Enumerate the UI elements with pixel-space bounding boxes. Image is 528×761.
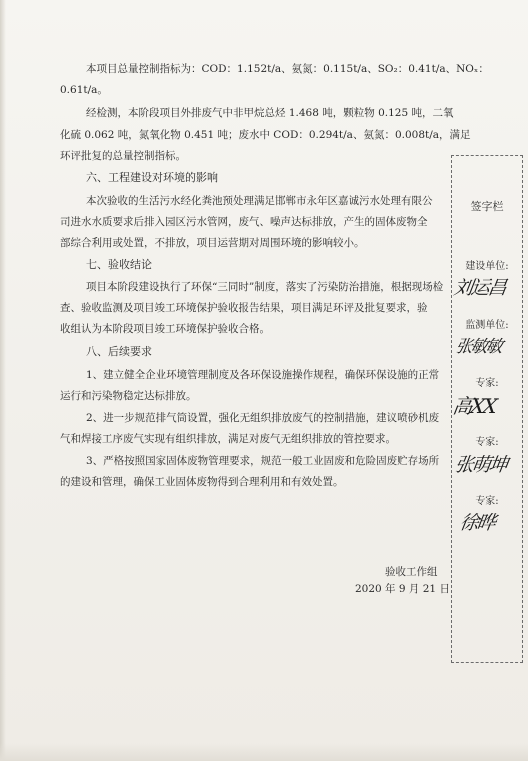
footer-organization: 验收工作组 bbox=[385, 566, 438, 578]
expert-3-label: 专家: bbox=[475, 496, 499, 507]
text-line: 气和焊接工序废气实现有组织排放，满足对废气无组织排放的管控要求。 bbox=[60, 433, 396, 445]
expert-2-label: 专家: bbox=[475, 437, 499, 448]
text-line: 化硫 0.062 吨，氮氧化物 0.451 吨；废水中 COD：0.294t/a、氨氮：0.008t/a，满足 bbox=[60, 129, 471, 141]
text-line: 本次验收的生活污水经化粪池预处理满足邯郸市永年区嘉诚污水处理有限公 bbox=[86, 195, 433, 207]
page-bottom-shadow bbox=[0, 743, 528, 761]
section-heading: 八、后续要求 bbox=[86, 345, 152, 358]
text-line: 收组认为本阶段项目竣工环境保护验收合格。 bbox=[60, 323, 270, 335]
monitoring-unit-label: 监测单位: bbox=[465, 320, 509, 331]
text-line: 本项目总量控制指标为：COD：1.152t/a、氨氮：0.115t/a、SO₂：0.41t/a、NOₓ： bbox=[86, 63, 489, 75]
text-line: 运行和污染物稳定达标排放。 bbox=[60, 390, 197, 402]
section-heading: 六、工程建设对环境的影响 bbox=[86, 171, 218, 184]
expert-1-label: 专家: bbox=[475, 378, 499, 389]
page-edge-shadow bbox=[0, 0, 6, 761]
expert-3-signature: 徐晔 bbox=[458, 512, 496, 534]
text-line: 司进水水质要求后排入园区污水管网，废气、噪声达标排放，产生的固体废物全 bbox=[60, 216, 428, 228]
text-line: 部综合利用或处置，不排放，项目运营期对周围环境的影响较小。 bbox=[60, 237, 365, 249]
text-line: 2、进一步规范排气筒设置，强化无组织排放废气的控制措施，建议喷砂机废 bbox=[86, 412, 440, 424]
footer-date: 2020 年 9 月 21 日 bbox=[355, 583, 450, 595]
expert-1-signature: 高XX bbox=[451, 394, 497, 418]
text-line: 3、严格按照国家固体废物管理要求，规范一般工业固废和危险固废贮存场所 bbox=[86, 455, 440, 467]
text-line: 1、建立健全企业环境管理制度及各环保设施操作规程，确保环保设施的正常 bbox=[86, 369, 440, 381]
text-line: 项目本阶段建设执行了环保“三同时”制度，落实了污染防治措施，根据现场检 bbox=[86, 281, 444, 293]
text-line: 0.61t/a。 bbox=[60, 84, 108, 96]
text-line: 环评批复的总量控制指标。 bbox=[60, 150, 186, 162]
text-line: 的建设和管理，确保工业固体废物得到合理利用和有效处置。 bbox=[60, 476, 344, 488]
construction-unit-signature: 刘运昌 bbox=[452, 277, 507, 299]
monitoring-unit-signature: 张敏敏 bbox=[454, 337, 503, 357]
construction-unit-label: 建设单位: bbox=[465, 261, 509, 272]
text-line: 经检测，本阶段项目外排废气中非甲烷总烃 1.468 吨，颗粒物 0.125 吨，二氧 bbox=[86, 107, 454, 119]
text-line: 查、验收监测及项目竣工环境保护验收报告结果，项目满足环评及批复要求，验 bbox=[60, 302, 428, 314]
section-heading: 七、验收结论 bbox=[86, 258, 152, 271]
signature-panel-title: 签字栏 bbox=[470, 200, 504, 213]
expert-2-signature: 张萌坤 bbox=[453, 454, 508, 476]
signature-panel bbox=[451, 155, 523, 663]
